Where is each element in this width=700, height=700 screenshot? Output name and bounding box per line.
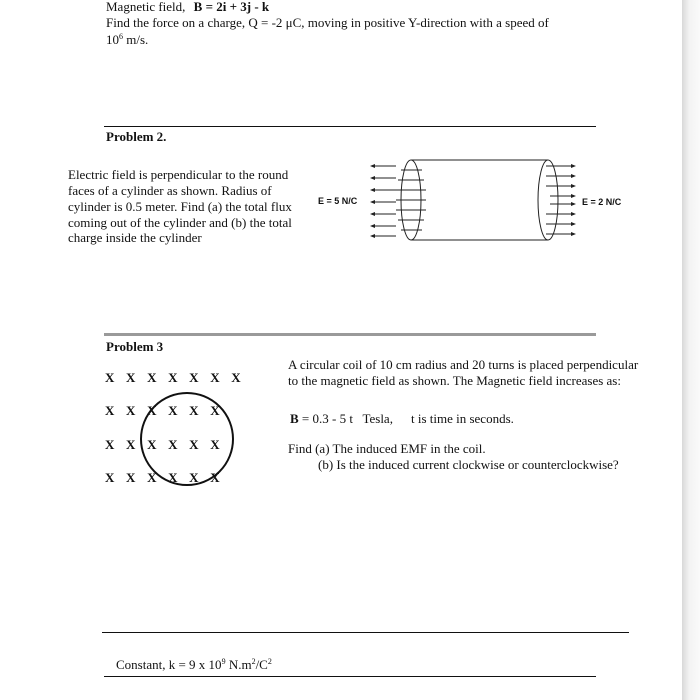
coil-circle — [138, 390, 238, 490]
problem3-desc: A circular coil of 10 cm radius and 20 turns is placed perpendicular — [288, 357, 639, 372]
problem2-text-line: Electric field is perpendicular to the round — [68, 167, 289, 182]
field-formula — [290, 411, 514, 426]
problem2-text-line: charge inside the cylinder — [68, 230, 202, 245]
field-x-row: X X X X X X X — [105, 370, 245, 385]
constant-exponent: 9 — [221, 657, 226, 666]
formula-expression: = 0.3 - 5 t Tesla, — [298, 411, 393, 426]
field-x-row: X X X X X X — [105, 470, 224, 485]
problem3-question-a: Find (a) The induced EMF in the coil. — [288, 441, 486, 456]
unit-middle: /C — [255, 657, 268, 672]
constant-prefix: Constant, k = 9 x 10 — [116, 657, 222, 672]
speed-base: 10 — [106, 32, 119, 47]
page-edge-shadow — [682, 0, 700, 700]
footer-rule-bottom — [104, 676, 596, 677]
constant-k — [116, 657, 272, 672]
field-x-row: X X X X X X — [105, 403, 224, 418]
footer-rule-top — [102, 632, 629, 633]
speed-value — [106, 32, 148, 47]
magnetic-field-label: Magnetic field, — [106, 0, 186, 14]
right-field-arrows — [546, 166, 572, 234]
unit-exponent-1: 2 — [251, 657, 256, 666]
left-face-field-lines — [396, 170, 426, 230]
cylinder-body — [411, 160, 558, 240]
constant-unit: N.m — [225, 657, 252, 672]
problem2-text-line: cylinder is 0.5 meter. Find (a) the total flux — [68, 199, 292, 214]
field-label-left: E = 5 N/C — [318, 196, 358, 206]
field-label-right: E = 2 N/C — [582, 197, 622, 207]
left-field-arrows — [372, 166, 396, 236]
force-question: Find the force on a charge, Q = -2 μC, moving in positive Y-direction with a speed of — [106, 15, 549, 30]
problem3-rule — [104, 333, 596, 336]
magnetic-field-formula: B = 2i + 3j - k — [193, 0, 270, 14]
problem2-text-line: coming out of the cylinder and (b) the total — [68, 215, 292, 230]
cylinder-diagram — [360, 150, 590, 250]
problem2-text-line: faces of a cylinder as shown. Radius of — [68, 183, 272, 198]
problem3-desc: to the magnetic field as shown. The Magnetic field increases as: — [288, 373, 621, 388]
problem3-question-b: (b) Is the induced current clockwise or counterclockwise? — [318, 457, 619, 472]
problem2-rule — [104, 126, 596, 127]
speed-exponent: 6 — [119, 32, 123, 41]
unit-exponent-2: 2 — [267, 657, 272, 666]
problem2-title: Problem 2. — [106, 129, 167, 144]
problem3-title: Problem 3 — [106, 339, 164, 354]
magnetic-field-line — [106, 0, 269, 14]
field-x-row: X X X X X X — [105, 437, 224, 452]
formula-note: t is time in seconds. — [410, 411, 514, 426]
formula-b-symbol: B — [290, 411, 299, 426]
cylinder-right-face — [538, 160, 548, 240]
speed-unit: m/s. — [123, 32, 149, 47]
